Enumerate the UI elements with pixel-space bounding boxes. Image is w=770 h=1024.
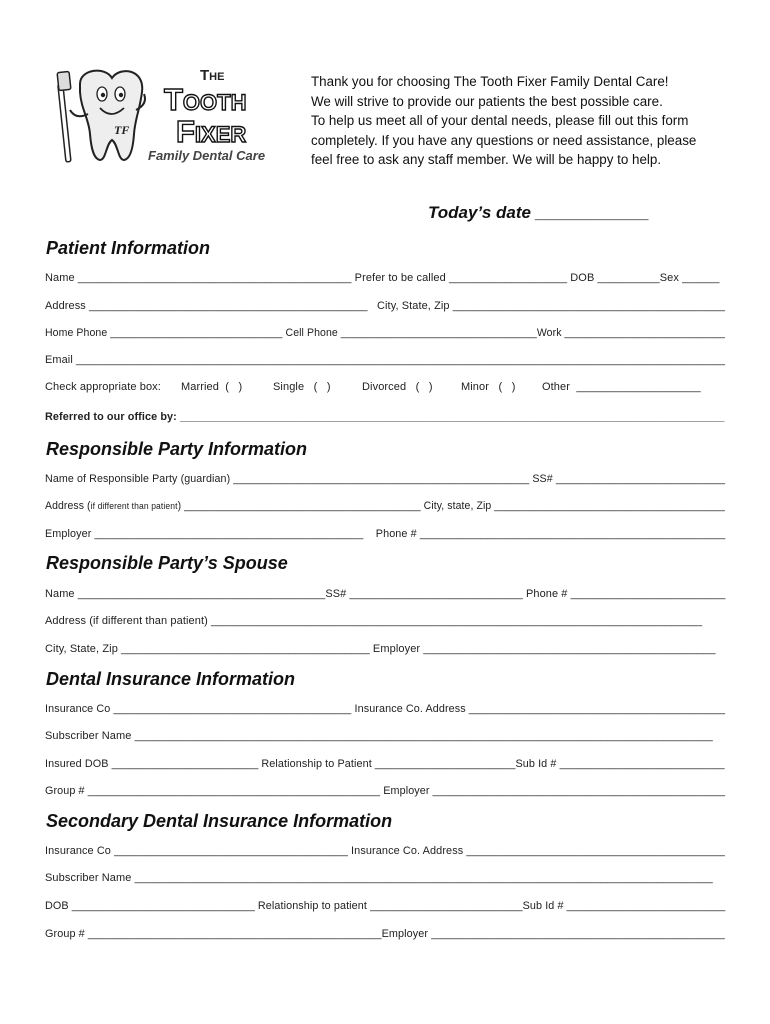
intro-paragraph (311, 72, 731, 170)
married-checkbox[interactable]: Married ( ) (181, 381, 243, 393)
secondary-subscriber-line[interactable]: Subscriber Name _____________________________________________________________________________________________ (45, 872, 713, 884)
intro-line: To help us meet all of your dental needs, please fill out this form (311, 113, 689, 128)
logo-the: The (200, 67, 225, 84)
responsible-name-line[interactable]: Name of Responsible Party (guardian) _________________________________________________ SS# ____________________________ (45, 473, 726, 485)
tooth-fixer-logo (50, 64, 290, 174)
logo-fixer: Fixer (176, 114, 247, 149)
secondary-dob-line[interactable]: DOB ______________________________ Relationship to patient _________________________Sub Id # __________________________ (45, 900, 726, 912)
spouse-heading: Responsible Party’s Spouse (46, 553, 288, 573)
tooth-mascot-icon (50, 64, 290, 174)
insured-dob-line[interactable]: Insured DOB ________________________ Relationship to Patient _______________________Sub Id # ___________________________ (45, 758, 725, 770)
subscriber-name-line[interactable]: Subscriber Name _____________________________________________________________________________________________ (45, 730, 713, 742)
insurance-co-line[interactable]: Insurance Co _______________________________________ Insurance Co. Address __________________________________________ (45, 703, 726, 715)
responsible-address-line[interactable]: Address (if different than patient) ________________________________________ City, state, Zip _______________________________________ (45, 500, 725, 512)
single-checkbox[interactable]: Single ( ) (273, 381, 331, 393)
check-label: Check appropriate box: (45, 381, 161, 393)
mascot-initials: TF (114, 123, 130, 137)
logo-tooth: Tooth (164, 82, 247, 117)
secondary-group-line[interactable]: Group # ________________________________________________Employer ________________________________________________ (45, 928, 725, 940)
insurance-heading: Dental Insurance Information (46, 669, 296, 689)
spouse-city-line[interactable]: City, State, Zip ________________________________________ Employer _______________________________________________ (45, 643, 716, 655)
secondary-insurance-heading: Secondary Dental Insurance Information (46, 811, 393, 831)
responsible-employer-line[interactable]: Employer ____________________________________________ Phone # __________________________________________________ (45, 528, 726, 540)
spouse-name-line[interactable]: Name ________________________________________SS# ____________________________ Phone # _________________________ (45, 588, 726, 600)
other-field[interactable]: Other ____________________ (542, 381, 701, 393)
patient-email-line[interactable]: Email _________________________________________________________________________________________________________ (45, 354, 726, 366)
referred-by-line[interactable]: Referred to our office by: _________________________________________________________________________________________ (45, 411, 725, 423)
responsible-party-heading: Responsible Party Information (46, 439, 308, 459)
intro-line: completely. If you have any questions or need assistance, please (311, 132, 697, 148)
intro-line: Thank you for choosing The Tooth Fixer Family Dental Care! (311, 74, 669, 89)
secondary-insurance-co-line[interactable]: Insurance Co ______________________________________ Insurance Co. Address __________________________________________ (45, 845, 725, 857)
group-employer-line[interactable]: Group # ________________________________________________ Employer ________________________________________________ (45, 785, 726, 797)
intro-line: feel free to ask any staff member. We will be happy to help. (311, 152, 662, 167)
patient-address-line[interactable]: Address _____________________________________________ City, State, Zip ____________________________________________ (45, 300, 726, 312)
patient-phone-line[interactable]: Home Phone _____________________________ Cell Phone _________________________________Work ___________________________ (45, 327, 725, 339)
spouse-address-line[interactable]: Address (if different than patient) _______________________________________________________________________________ (45, 615, 703, 627)
marital-status-line (45, 381, 725, 393)
todays-date-field[interactable]: Today’s date ____________ (428, 203, 650, 222)
intro-line: We will strive to provide our patients the best possible care. (311, 93, 663, 109)
divorced-checkbox[interactable]: Divorced ( ) (362, 381, 433, 393)
logo-tagline: Family Dental Care (148, 148, 266, 163)
minor-checkbox[interactable]: Minor ( ) (461, 381, 516, 393)
patient-info-heading: Patient Information (46, 238, 211, 258)
patient-name-line[interactable]: Name ____________________________________________ Prefer to be called ___________________ DOB __________Sex ______ (45, 272, 720, 284)
